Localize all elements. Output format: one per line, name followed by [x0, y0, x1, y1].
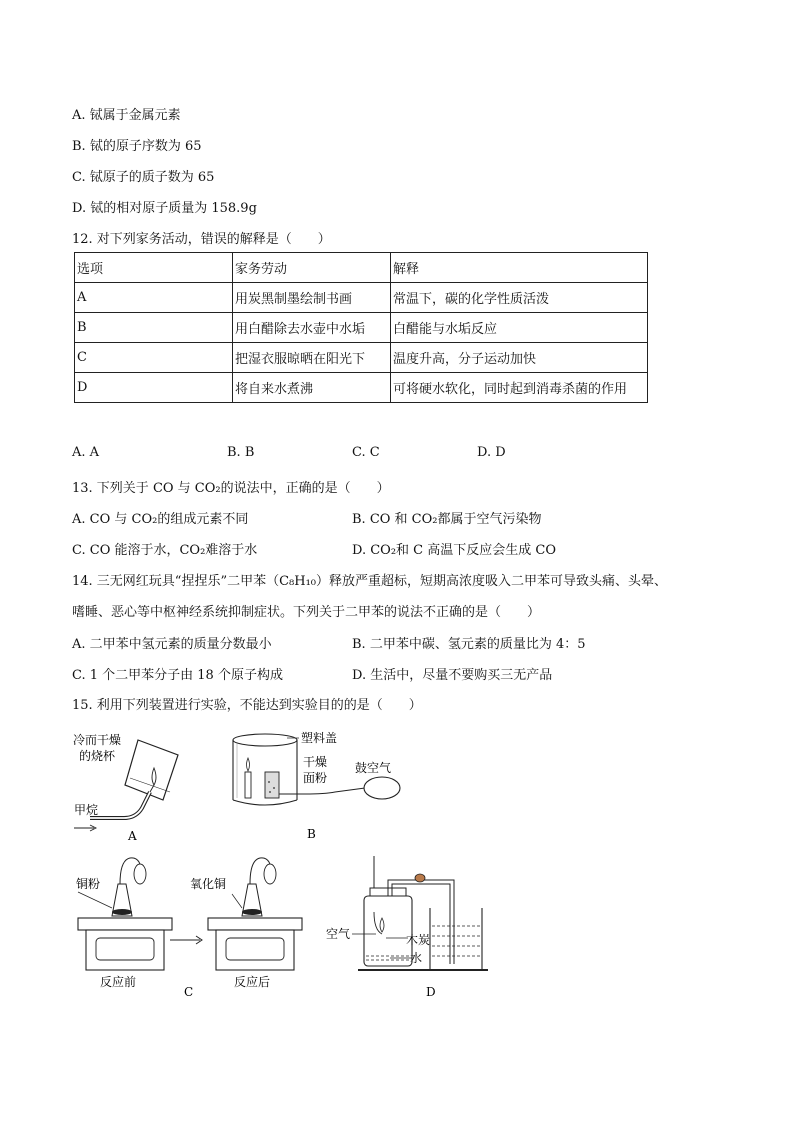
- charcoal-label: 木炭: [406, 933, 431, 947]
- figure-c-label: C: [184, 985, 194, 999]
- inverted-beaker-icon: [125, 740, 178, 800]
- figure-b-label: B: [307, 827, 316, 841]
- q12-option-d: D. D: [477, 445, 506, 460]
- table-cell: 用炭黑制墨绘制书画: [233, 283, 391, 313]
- table-row: [75, 283, 648, 313]
- table-cell: 可将硬水软化，同时起到消毒杀菌的作用: [391, 373, 648, 403]
- balance-after-icon: [208, 858, 302, 970]
- beaker-icon: [430, 908, 482, 970]
- flask-icon: [364, 856, 412, 966]
- table-cell: C: [75, 343, 233, 373]
- q13-option-a: A. CO 与 CO₂的组成元素不同: [72, 512, 249, 527]
- q14-option-d: D. 生活中，尽量不要购买三无产品: [352, 668, 553, 683]
- table-cell: 温度升高，分子运动加快: [391, 343, 648, 373]
- figure-d: [322, 852, 492, 1002]
- table-header: 解释: [391, 253, 648, 283]
- air-label: 空气: [326, 927, 351, 941]
- figure-a-label: A: [128, 829, 137, 843]
- q14-stem-line1: 14. 三无网红玩具“捏捏乐”二甲苯（C₈H₁₀）释放严重超标，短期高浓度吸入二甲苯可导致头痛、头晕、: [72, 574, 668, 589]
- figure-c: [70, 850, 310, 1000]
- figure-d-label: D: [426, 985, 436, 999]
- lid-label: 塑料盖: [301, 731, 338, 745]
- table-row: [75, 313, 648, 343]
- q11-option-d: D. 铽的相对原子质量为 158.9g: [72, 201, 257, 216]
- figure-b: [225, 728, 415, 848]
- balance-before-icon: [78, 858, 172, 970]
- flour-cup-icon: [265, 772, 279, 798]
- q13-option-d: D. CO₂和 C 高温下反应会生成 CO: [352, 543, 556, 558]
- flame-icon: [150, 768, 156, 792]
- q12-option-b: B. B: [227, 445, 255, 460]
- before-material-label: 铜粉: [76, 877, 101, 891]
- q14-option-a: A. 二甲苯中氢元素的质量分数最小: [72, 637, 272, 652]
- water-label: 水: [410, 951, 423, 965]
- table-row: [75, 373, 648, 403]
- q11-option-b: B. 铽的原子序数为 65: [72, 139, 202, 154]
- table-header: 选项: [75, 253, 233, 283]
- table-header: 家务劳动: [233, 253, 391, 283]
- beaker-label-line1: 冷而干燥: [73, 733, 122, 747]
- q15-stem: 15. 利用下列装置进行实验，不能达到实验目的的是（ ）: [72, 698, 422, 713]
- after-material-label: 氧化铜: [190, 877, 227, 891]
- q13-option-b: B. CO 和 CO₂都属于空气污染物: [352, 512, 542, 527]
- table-cell: 白醋能与水垢反应: [391, 313, 648, 343]
- q11-option-a: A. 铽属于金属元素: [72, 108, 181, 123]
- table-cell: 将自来水煮沸: [233, 373, 391, 403]
- q12-stem: 12. 对下列家务活动，错误的解释是（ ）: [72, 232, 331, 247]
- table-cell: A: [75, 283, 233, 313]
- q14-stem-line2: 嗜睡、恶心等中枢神经系统抑制症状。下列关于二甲苯的说法不正确的是（ ）: [72, 605, 541, 620]
- q13-stem: 13. 下列关于 CO 与 CO₂的说法中，正确的是（ ）: [72, 481, 390, 496]
- before-label: 反应前: [100, 975, 137, 989]
- table-row: [75, 343, 648, 373]
- table-header-row: [75, 253, 648, 283]
- q12-option-a: A. A: [72, 445, 100, 460]
- air-label: 鼓空气: [355, 761, 392, 775]
- q13-option-c: C. CO 能溶于水，CO₂难溶于水: [72, 543, 258, 558]
- powder-label-line1: 干燥: [303, 755, 328, 769]
- table-cell: 常温下，碳的化学性质活泼: [391, 283, 648, 313]
- figure-a: [70, 730, 190, 845]
- table-cell: 用白醋除去水壶中水垢: [233, 313, 391, 343]
- q12-option-c: C. C: [352, 445, 380, 460]
- powder-label-line2: 面粉: [303, 771, 328, 785]
- table-cell: 把湿衣服晾晒在阳光下: [233, 343, 391, 373]
- gas-label: 甲烷: [74, 803, 99, 817]
- q11-option-c: C. 铽原子的质子数为 65: [72, 170, 215, 185]
- q12-table: [74, 252, 648, 403]
- beaker-label-line2: 的烧杯: [79, 749, 116, 763]
- table-cell: D: [75, 373, 233, 403]
- table-cell: B: [75, 313, 233, 343]
- candle-icon: [245, 758, 251, 798]
- after-label: 反应后: [234, 975, 271, 989]
- q14-option-b: B. 二甲苯中碳、氢元素的质量比为 4：5: [352, 637, 586, 652]
- arrow-icon: [170, 936, 202, 944]
- q14-option-c: C. 1 个二甲苯分子由 18 个原子构成: [72, 668, 283, 683]
